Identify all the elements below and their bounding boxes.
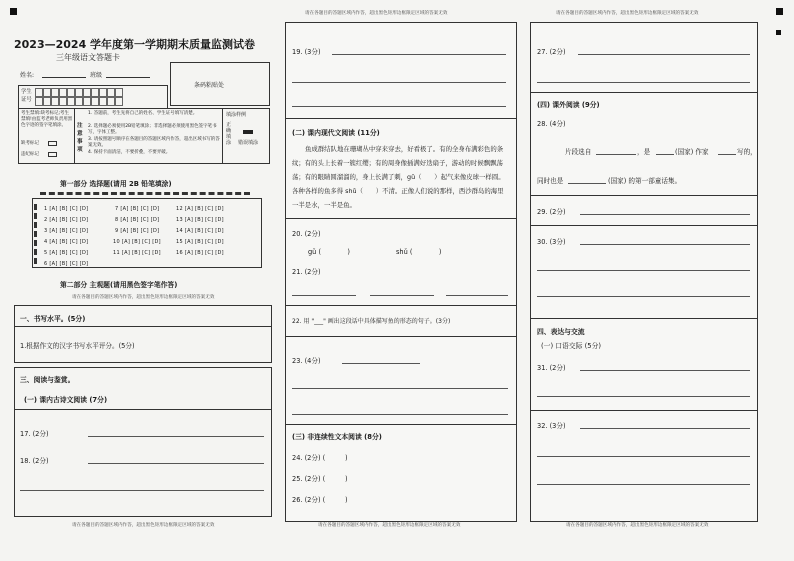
timing-marks-left [34,204,38,264]
mc-row-3[interactable]: 3 [A] [B] [C] [D] [44,228,89,234]
fill-wrong-label: 错误填涂 [238,140,259,146]
info-divider-2 [222,108,223,164]
question-24[interactable]: 24. (2分) ( ) [292,454,348,462]
answer-line-21c[interactable] [446,295,508,296]
q28-text-c: (国家) 作家 [675,148,709,156]
col3-sub4-title: (四) 课外阅读 (9分) [537,101,600,109]
question-1: 1.根据作文的汉字书写水平评分。(5分) [20,342,135,350]
question-32: 32. (3分) [537,422,566,430]
q28-text-a: 片段选自 [565,148,592,156]
mc-row-11[interactable]: 11 [A] [B] [C] [D] [113,250,161,256]
part2-title: 第二部分 主观题(请用黑色签字笔作答) [60,281,178,289]
question-19: 19. (3分) [292,48,321,56]
question-18: 18. (2分) [20,457,49,465]
question-25[interactable]: 25. (2分) ( ) [292,475,348,483]
question-27: 27. (2分) [537,48,566,56]
reading-passage: 鱼成群结队地在珊瑚丛中穿来穿去，好看极了。有的全身布满彩色的条纹；有的头上长着一簇红缨；有的周身像插满好迭扇子，游动的时候飘飘荡荡；有的眼睛圆溜溜的，身上长满了刺，gǔ（ ）起气来像皮球一样圆。各种各样的鱼多得 shǔ（ ）不清。正像人们说的那样，西沙群岛的海里一半是水，一半是鱼。 [292,145,505,209]
answer-line-32b[interactable] [537,456,750,457]
class-label: 班级 [90,72,103,79]
notice-bottom-col3: 请在各题目的答题区域内作答，超出黑色矩形边框限定区域的答案无效 [566,523,709,528]
answer-line-18a[interactable] [88,463,264,464]
mc-row-12[interactable]: 12 [A] [B] [C] [D] [176,206,224,212]
col3-divider-3 [530,225,758,226]
question-23: 23. (4分) [292,357,321,365]
answer-line-32c[interactable] [537,484,750,485]
registration-mark-right-mid [776,30,781,35]
answer-line-23b[interactable] [292,388,508,389]
section-3-sub: (一) 课内古诗文阅读 (7分) [24,396,108,404]
col3-divider-4 [530,318,758,319]
mc-row-10[interactable]: 10 [A] [B] [C] [D] [113,239,161,245]
class-field[interactable] [106,77,150,78]
note-2: 2. 选择题必须使用2B铅笔填涂；非选择题必须使用黑色签字笔书写，字体工整。 [88,124,217,135]
registration-mark-top-right [776,8,783,15]
col3-divider-1 [530,92,758,93]
mc-row-4[interactable]: 4 [A] [B] [C] [D] [44,239,89,245]
fill-right-label: 正确填涂 [226,122,232,146]
mc-row-2[interactable]: 2 [A] [B] [C] [D] [44,217,89,223]
notice-part2: 请在各题目的答题区域内作答，超出黑色矩形边框限定区域的答案无效 [72,295,215,300]
q28-blank-4[interactable] [568,183,606,184]
violation-label: 违纪标记 [21,152,39,157]
mc-row-6[interactable]: 6 [A] [B] [C] [D] [44,261,89,267]
absent-label: 缺考标记 [21,141,39,146]
absent-instruction: 考生禁填:缺考标记;考生禁填!由监考老师负责用黑色字迹的签字笔填涂。 [21,111,73,128]
info-divider-1 [74,108,75,164]
note-4: 4. 保持卡面清洁，不要折叠，不要弄破。 [88,150,171,155]
answer-line-23a[interactable] [342,363,420,364]
question-20-pinyin-b[interactable]: shǔ ( ) [396,248,442,256]
mc-row-5[interactable]: 5 [A] [B] [C] [D] [44,250,89,256]
section-1-divider [14,326,272,327]
section-3-box [14,367,272,517]
answer-line-18b[interactable] [20,490,264,491]
notice-bottom-col1: 请在各题目的答题区域内作答，超出黑色矩形边框限定区域的答案无效 [72,523,215,528]
mc-row-14[interactable]: 14 [A] [B] [C] [D] [176,228,224,234]
name-label: 姓名: [20,72,35,79]
q28-blank-1[interactable] [596,154,636,155]
notice-top-col2: 请在各题目的答题区域内作答，超出黑色矩形边框限定区域的答案无效 [305,11,448,16]
timing-marks-top [40,192,250,196]
question-20: 20. (2分) [292,230,321,238]
col2-divider-3 [285,305,517,306]
mc-row-16[interactable]: 16 [A] [B] [C] [D] [176,250,224,256]
section-3-divider [14,409,272,410]
question-30: 30. (3分) [537,238,566,246]
answer-line-19b[interactable] [292,82,506,83]
answer-line-17[interactable] [88,436,264,437]
col3-divider-2 [530,195,758,196]
q28-blank-3[interactable] [718,154,736,155]
student-no-grid[interactable] [35,88,123,106]
answer-line-27a[interactable] [578,54,750,55]
name-field[interactable] [42,77,86,78]
col2-divider-5 [285,424,517,425]
fill-sample-icon [243,130,253,134]
exam-title: 2023—2024 学年度第一学期期末质量监测试卷 [14,38,256,51]
note-1: 1. 答题前，考生先将自己的姓名、学生证号填写清楚。 [88,111,198,116]
notes-title: 注意事项 [77,123,83,153]
question-28: 28. (4分) [537,120,566,128]
mc-row-15[interactable]: 15 [A] [B] [C] [D] [176,239,224,245]
q28-blank-2[interactable] [656,154,674,155]
answer-line-32a[interactable] [580,428,750,429]
answer-line-30a[interactable] [580,244,750,245]
section-3-title: 三、阅读与鉴赏。 [20,376,75,384]
answer-line-19c[interactable] [292,106,506,107]
question-22: 22. 用 "___" 画出这段话中具体描写鱼的形态的句子。(3分) [292,318,451,325]
q28-text-f: (国家) 的第一部童话集。 [608,177,682,185]
col3-divider-5 [530,410,758,411]
mc-row-9[interactable]: 9 [A] [B] [C] [D] [115,228,160,234]
section-4-sub: (一) 口语交际 (5分) [541,342,602,350]
fill-title: 填涂样例 [226,112,247,118]
answer-line-19a[interactable] [332,54,506,55]
section-1-title: 一、书写水平。(5分) [20,315,86,323]
note-3: 3. 请按照题号顺序在各题目的答题区域内作答，超出区域书写的答案无效。 [88,137,220,148]
answer-line-21a[interactable] [292,295,356,296]
notice-bottom-col2: 请在各题目的答题区域内作答，超出黑色矩形边框限定区域的答案无效 [318,523,461,528]
answer-line-21b[interactable] [370,295,434,296]
violation-checkbox[interactable] [48,152,57,157]
exam-subtitle: 三年级语文答题卡 [56,53,120,62]
col2-sub3-title: (三) 非连续性文本阅读 (8分) [292,433,382,441]
answer-line-31b[interactable] [537,396,750,397]
question-20-pinyin-a[interactable]: gǔ ( ) [308,248,350,256]
col2-divider-1 [285,118,517,119]
part1-title: 第一部分 选择题(请用 2B 铅笔填涂) [60,180,172,188]
barcode-label: 条码粘贴处 [194,82,225,89]
col2-sub2-title: (二) 课内现代文阅读 (11分) [292,129,380,137]
q28-text-b: ，是 [637,148,651,156]
mc-row-7[interactable]: 7 [A] [B] [C] [D] [115,206,160,212]
question-31: 31. (2分) [537,364,566,372]
mc-row-1[interactable]: 1 [A] [B] [C] [D] [44,206,89,212]
answer-line-23c[interactable] [292,414,508,415]
mc-row-13[interactable]: 13 [A] [B] [C] [D] [176,217,224,223]
absent-checkbox[interactable] [48,141,57,146]
col2-divider-2 [285,218,517,219]
answer-line-31a[interactable] [580,370,750,371]
q28-text-d: 写的， [737,148,757,156]
notice-top-col3: 请在各题目的答题区域内作答，超出黑色矩形边框限定区域的答案无效 [556,11,699,16]
answer-line-30b[interactable] [537,270,750,271]
col2-divider-4 [285,336,517,337]
question-26[interactable]: 26. (2分) ( ) [292,496,348,504]
column-3 [530,22,758,522]
registration-mark-top-left [10,8,17,15]
q28-text-e: 同时也是 [537,177,564,185]
question-21: 21. (2分) [292,268,321,276]
student-no-label: 学生证号 [21,89,32,103]
question-17: 17. (2分) [20,430,49,438]
mc-row-8[interactable]: 8 [A] [B] [C] [D] [115,217,160,223]
section-4-title: 四、表达与交流 [537,328,585,336]
answer-line-29[interactable] [580,214,750,215]
question-29: 29. (2分) [537,208,566,216]
answer-line-27b[interactable] [537,82,750,83]
answer-line-30c[interactable] [537,296,750,297]
